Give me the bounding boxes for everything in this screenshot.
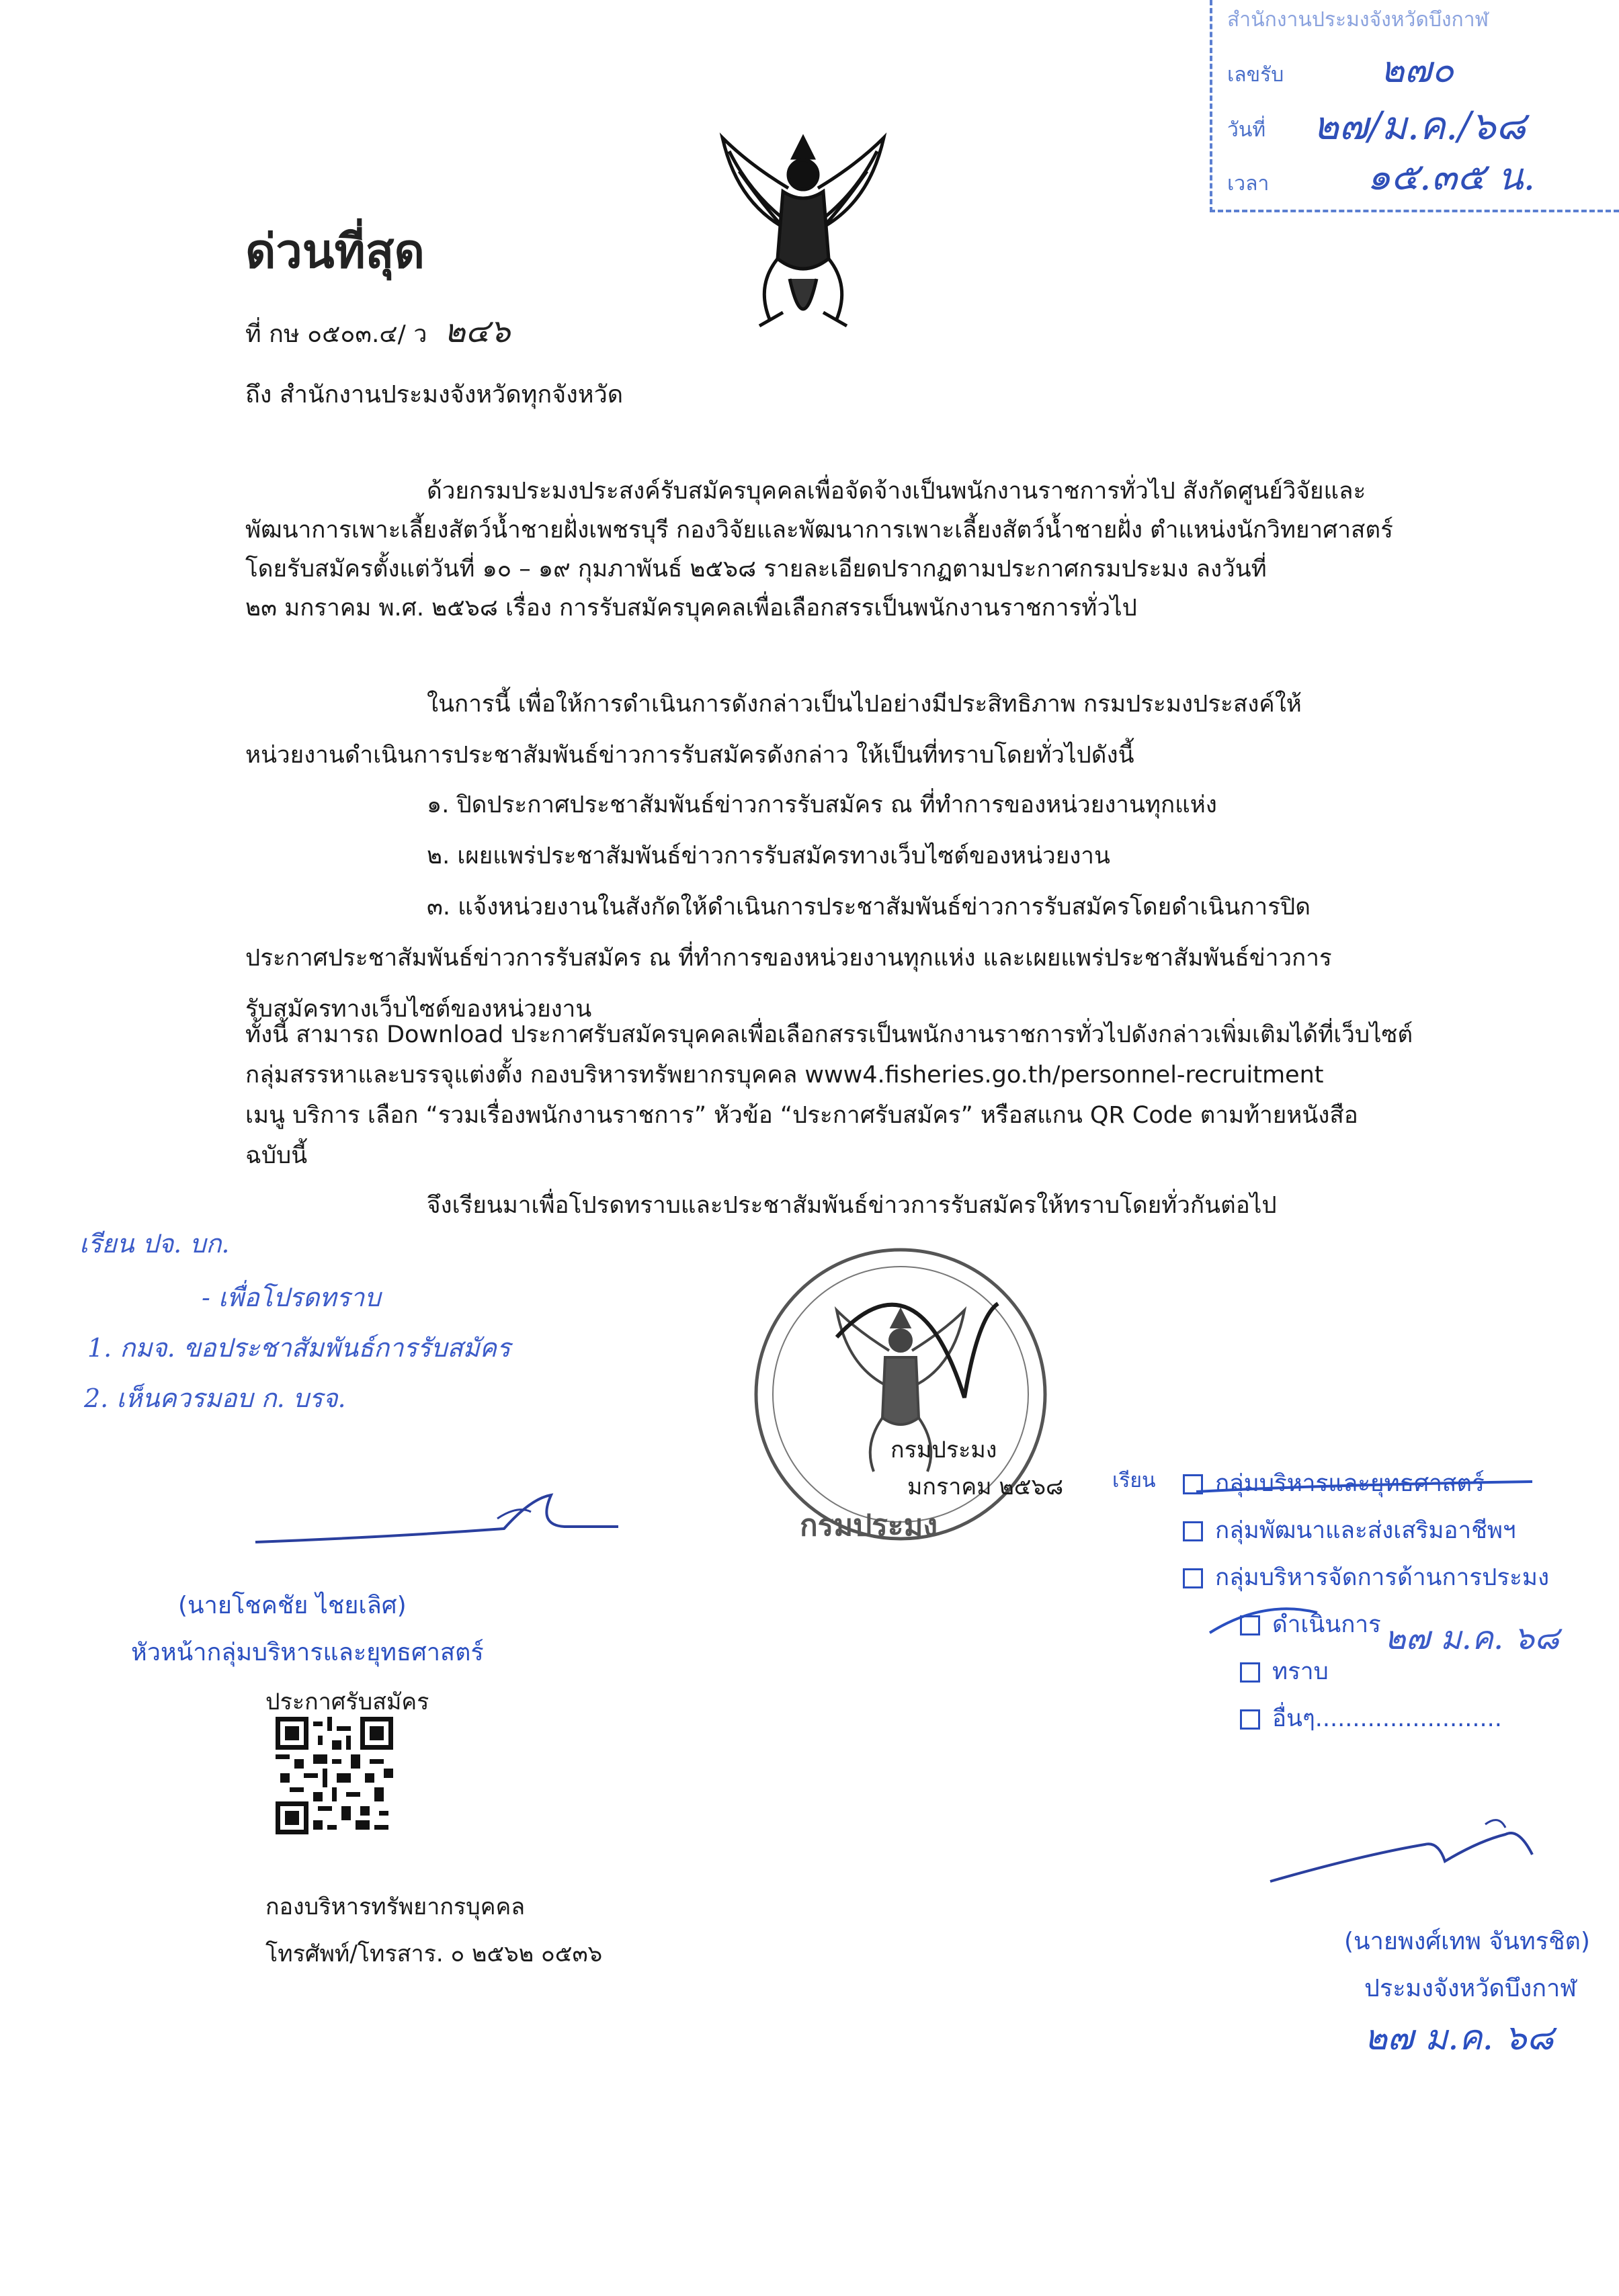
urgency-heading: ด่วนที่สุด xyxy=(245,224,425,279)
signature-right-position: ประมงจังหวัดบึงกาฬ xyxy=(1364,1975,1577,2002)
routing-option[interactable]: กลุ่มบริหารและยุทธศาสตร์ xyxy=(1183,1465,1485,1502)
handwritten-note-line: เรียน ปจ. บก. xyxy=(79,1229,230,1259)
action-item: ๒. เผยแพร่ประชาสัมพันธ์ข่าวการรับสมัครทางเว็บไซต์ของหน่วยงาน xyxy=(427,843,1110,869)
para1-line: ด้วยกรมประมงประสงค์รับสมัครบุคคลเพื่อจัดจ้างเป็นพนักงานราชการทั่วไป สังกัดศูนย์วิจัยและ xyxy=(427,478,1366,505)
receipt-date-value: ๒๗/ม.ค./๖๘ xyxy=(1313,103,1526,148)
handwritten-note-line: - เพื่อโปรดทราบ xyxy=(202,1283,381,1312)
document-number-hand: ๒๔๖ xyxy=(444,312,511,350)
para2-line: หน่วยงานดำเนินการประชาสัมพันธ์ข่าวการรับสมัครดังกล่าว ให้เป็นที่ทราบโดยทั่วไปดังนี้ xyxy=(245,742,1134,769)
receipt-date-label: วันที่ xyxy=(1227,118,1266,142)
paragraph-1 xyxy=(245,472,1421,628)
signature-left-mark-icon xyxy=(249,1478,625,1559)
routing-hand-date: ๒๗ ม.ค. ๖๘ xyxy=(1384,1619,1560,1657)
handwritten-note-line: 2. เห็นควรมอบ ก. บรจ. xyxy=(84,1384,346,1413)
footer-phone: โทรศัพท์/โทรสาร. ๐ ๒๕๖๒ ๐๕๓๖ xyxy=(265,1941,603,1967)
checkbox-icon[interactable] xyxy=(1240,1709,1260,1730)
signature-left-name: (นายโชคชัย ไชยเลิศ) xyxy=(178,1592,407,1619)
action-item-cont: รับสมัครทางเว็บไซต์ของหน่วยงาน xyxy=(245,996,592,1023)
para3-line: เมนู บริการ เลือก “รวมเรื่องพนักงานราชการ” หัวข้อ “ประกาศรับสมัคร” หรือสแกน QR Code ตามท้ายหนังสือ xyxy=(245,1102,1358,1129)
seal-text: กรมประมง xyxy=(800,1508,938,1543)
para3-line: ฉบับนี้ xyxy=(245,1142,308,1169)
para3-line: ทั้งนี้ สามารถ Download ประกาศรับสมัครบุคคลเพื่อเลือกสรรเป็นพนักงานราชการทั่วไปดังกล่าวเพิ่มเติมได้ที่เว็บไซต์ xyxy=(245,1021,1413,1048)
para1-line: โดยรับสมัครตั้งแต่วันที่ ๑๐ – ๑๙ กุมภาพันธ์ ๒๕๖๘ รายละเอียดปรากฏตามประกาศกรมประมง ลงวันที่ xyxy=(245,556,1267,583)
para1-line: ๒๓ มกราคม พ.ศ. ๒๕๖๘ เรื่อง การรับสมัครบุคคลเพื่อเลือกสรรเป็นพนักงานราชการทั่วไป xyxy=(245,595,1137,622)
signature-right-mark-icon xyxy=(1263,1814,1586,1895)
signature-org: กรมประมง xyxy=(890,1437,997,1463)
signature-right-date: ๒๗ ม.ค. ๖๘ xyxy=(1364,2018,1554,2058)
garuda-emblem-icon xyxy=(709,124,897,346)
routing-option[interactable]: ทราบ xyxy=(1240,1653,1329,1690)
receipt-no-value: ๒๗๐ xyxy=(1380,48,1454,91)
addressee: ถึง สำนักงานประมงจังหวัดทุกจังหวัด xyxy=(245,381,624,409)
routing-scribble-icon xyxy=(1183,1451,1613,1666)
receipt-no-label: เลขรับ xyxy=(1227,63,1284,87)
routing-option[interactable]: อื่นๆ......................... xyxy=(1240,1700,1502,1737)
routing-option[interactable]: กลุ่มบริหารจัดการด้านการประมง xyxy=(1183,1559,1549,1596)
routing-option[interactable]: กลุ่มพัฒนาและส่งเสริมอาชีพฯ xyxy=(1183,1512,1516,1549)
signature-left-note: ประกาศรับสมัคร xyxy=(265,1689,429,1715)
footer-org: กองบริหารทรัพยากรบุคคล xyxy=(265,1894,526,1920)
receipt-header: สำนักงานประมงจังหวัดบึงกาฬ xyxy=(1227,8,1489,32)
action-list xyxy=(245,779,1421,1035)
closing-line: จึงเรียนมาเพื่อโปรดทราบและประชาสัมพันธ์ข่าวการรับสมัครให้ทราบโดยทั่วกันต่อไป xyxy=(427,1192,1277,1219)
action-item: ๑. ปิดประกาศประชาสัมพันธ์ข่าวการรับสมัคร ณ ที่ทำการของหน่วยงานทุกแห่ง xyxy=(427,792,1217,818)
action-item: ๓. แจ้งหน่วยงานในสังกัดให้ดำเนินการประชาสัมพันธ์ข่าวการรับสมัครโดยดำเนินการปิด xyxy=(427,894,1311,921)
signature-date: มกราคม ๒๕๖๘ xyxy=(907,1474,1064,1500)
routing-to-label: เรียน xyxy=(1112,1469,1156,1492)
paragraph-2 xyxy=(245,679,1421,781)
para1-line: พัฒนาการเพาะเลี้ยงสัตว์น้ำชายฝั่งเพชรบุรี กองวิจัยและพัฒนาการเพาะเลี้ยงสัตว์น้ำชายฝั่ง ตำแหน่งนักวิทยาศาสตร์ xyxy=(245,517,1393,544)
document-number-text: ที่ กษ ๐๕๐๓.๔/ ว xyxy=(245,321,427,348)
signature-right-name: (นายพงศ์เทพ จันทรชิต) xyxy=(1344,1928,1590,1955)
para3-line: กลุ่มสรรหาและบรรจุแต่งตั้ง กองบริหารทรัพยากรบุคคล www4.fisheries.go.th/personnel-recruitment xyxy=(245,1062,1324,1089)
routing-option[interactable]: ดำเนินการ xyxy=(1240,1606,1381,1643)
handwritten-note-line: 1. กมจ. ขอประชาสัมพันธ์การรับสมัคร xyxy=(87,1333,511,1363)
receipt-stamp xyxy=(1210,0,1619,212)
qr-code-icon xyxy=(276,1717,393,1834)
para2-line: ในการนี้ เพื่อให้การดำเนินการดังกล่าวเป็นไปอย่างมีประสิทธิภาพ กรมประมงประสงค์ให้ xyxy=(427,691,1302,718)
receipt-time-value: ๑๕.๓๕ น. xyxy=(1367,155,1536,199)
paragraph-3 xyxy=(245,1015,1421,1176)
signature-left-position: หัวหน้ากลุ่มบริหารและยุทธศาสตร์ xyxy=(131,1639,484,1666)
document-number xyxy=(245,312,511,350)
receipt-time-label: เวลา xyxy=(1227,172,1270,196)
action-item-cont: ประกาศประชาสัมพันธ์ข่าวการรับสมัคร ณ ที่ทำการของหน่วยงานทุกแห่ง และเผยแพร่ประชาสัมพันธ์ข่าวการ xyxy=(245,945,1332,972)
